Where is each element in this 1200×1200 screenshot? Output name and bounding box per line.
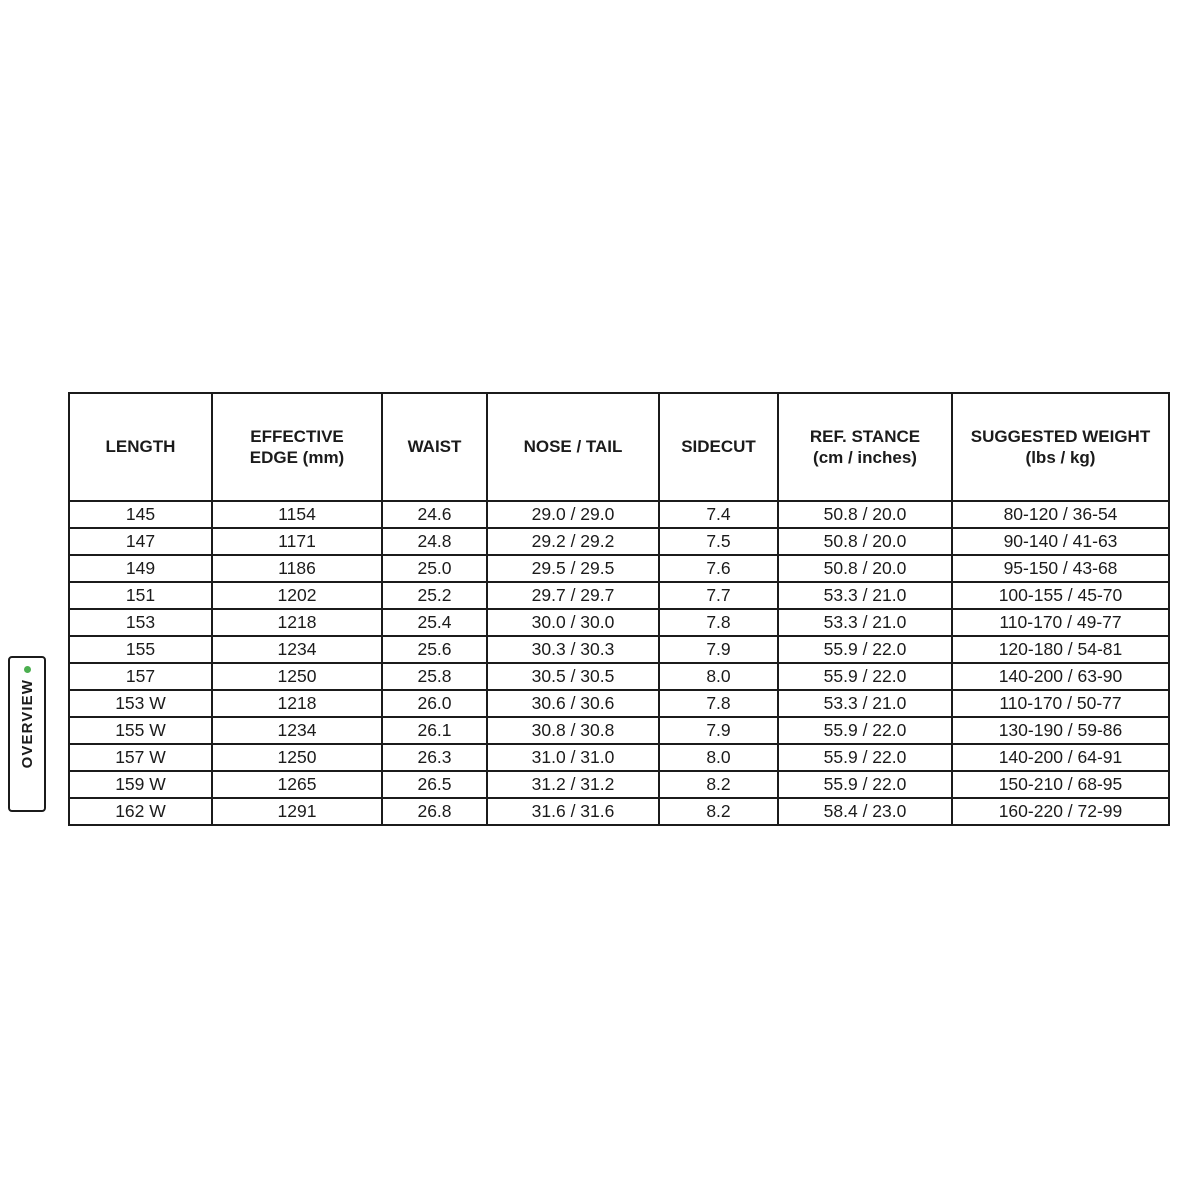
cell-sidecut: 8.2 — [659, 798, 778, 825]
cell-nose-tail: 31.0 / 31.0 — [487, 744, 659, 771]
cell-suggested-weight: 140-200 / 63-90 — [952, 663, 1169, 690]
cell-waist: 24.6 — [382, 501, 487, 528]
cell-ref-stance: 53.3 / 21.0 — [778, 582, 952, 609]
column-header-effective-edge — [212, 393, 382, 501]
column-header-length — [69, 393, 212, 501]
cell-suggested-weight: 130-190 / 59-86 — [952, 717, 1169, 744]
cell-sidecut: 7.8 — [659, 609, 778, 636]
cell-waist: 26.3 — [382, 744, 487, 771]
cell-waist: 25.0 — [382, 555, 487, 582]
table-row — [69, 609, 1169, 636]
spec-table-body — [69, 501, 1169, 825]
cell-nose-tail: 29.0 / 29.0 — [487, 501, 659, 528]
column-header-ref-stance-line2: (cm / inches) — [813, 448, 917, 467]
table-row — [69, 663, 1169, 690]
column-header-waist — [382, 393, 487, 501]
cell-effective-edge: 1265 — [212, 771, 382, 798]
cell-ref-stance: 50.8 / 20.0 — [778, 555, 952, 582]
cell-length: 151 — [69, 582, 212, 609]
cell-ref-stance: 50.8 / 20.0 — [778, 501, 952, 528]
cell-effective-edge: 1234 — [212, 636, 382, 663]
cell-waist: 25.6 — [382, 636, 487, 663]
overview-side-tab[interactable] — [8, 656, 46, 812]
cell-ref-stance: 58.4 / 23.0 — [778, 798, 952, 825]
spec-table-container — [68, 392, 1168, 826]
cell-nose-tail: 29.2 / 29.2 — [487, 528, 659, 555]
cell-sidecut: 8.2 — [659, 771, 778, 798]
cell-length: 147 — [69, 528, 212, 555]
table-row — [69, 501, 1169, 528]
column-header-nose-tail-line1: NOSE / TAIL — [523, 437, 623, 457]
cell-suggested-weight: 120-180 / 54-81 — [952, 636, 1169, 663]
column-header-suggested-weight-line2: (lbs / kg) — [1025, 448, 1096, 467]
cell-effective-edge: 1291 — [212, 798, 382, 825]
column-header-ref-stance-line1: REF. STANCE — [809, 426, 921, 446]
table-row — [69, 771, 1169, 798]
cell-waist: 25.8 — [382, 663, 487, 690]
cell-sidecut: 7.8 — [659, 690, 778, 717]
cell-effective-edge: 1250 — [212, 663, 382, 690]
cell-nose-tail: 30.0 / 30.0 — [487, 609, 659, 636]
cell-ref-stance: 55.9 / 22.0 — [778, 771, 952, 798]
table-row — [69, 555, 1169, 582]
cell-waist: 26.8 — [382, 798, 487, 825]
cell-length: 155 — [69, 636, 212, 663]
table-row — [69, 636, 1169, 663]
cell-nose-tail: 30.6 / 30.6 — [487, 690, 659, 717]
column-header-suggested-weight-line1: SUGGESTED WEIGHT — [970, 426, 1151, 446]
cell-nose-tail: 29.7 / 29.7 — [487, 582, 659, 609]
cell-length: 162 W — [69, 798, 212, 825]
column-header-sidecut-line1: SIDECUT — [681, 437, 756, 457]
column-header-waist-line1: WAIST — [407, 437, 462, 457]
table-row — [69, 582, 1169, 609]
cell-length: 153 — [69, 609, 212, 636]
cell-sidecut: 7.5 — [659, 528, 778, 555]
status-dot-icon — [24, 666, 31, 673]
cell-waist: 24.8 — [382, 528, 487, 555]
cell-ref-stance: 55.9 / 22.0 — [778, 663, 952, 690]
cell-ref-stance: 55.9 / 22.0 — [778, 744, 952, 771]
cell-effective-edge: 1171 — [212, 528, 382, 555]
column-header-effective-edge-line2: EDGE (mm) — [249, 448, 345, 467]
cell-length: 157 — [69, 663, 212, 690]
table-row — [69, 798, 1169, 825]
cell-length: 145 — [69, 501, 212, 528]
cell-nose-tail: 30.8 / 30.8 — [487, 717, 659, 744]
cell-effective-edge: 1218 — [212, 609, 382, 636]
cell-sidecut: 7.6 — [659, 555, 778, 582]
cell-nose-tail: 31.2 / 31.2 — [487, 771, 659, 798]
cell-waist: 26.1 — [382, 717, 487, 744]
cell-ref-stance: 55.9 / 22.0 — [778, 636, 952, 663]
cell-length: 159 W — [69, 771, 212, 798]
cell-waist: 25.4 — [382, 609, 487, 636]
cell-waist: 25.2 — [382, 582, 487, 609]
table-row — [69, 717, 1169, 744]
cell-ref-stance: 53.3 / 21.0 — [778, 690, 952, 717]
cell-waist: 26.0 — [382, 690, 487, 717]
cell-suggested-weight: 150-210 / 68-95 — [952, 771, 1169, 798]
cell-sidecut: 7.9 — [659, 717, 778, 744]
cell-sidecut: 7.4 — [659, 501, 778, 528]
column-header-ref-stance — [778, 393, 952, 501]
cell-effective-edge: 1186 — [212, 555, 382, 582]
cell-suggested-weight: 110-170 / 49-77 — [952, 609, 1169, 636]
cell-ref-stance: 55.9 / 22.0 — [778, 717, 952, 744]
spec-table — [68, 392, 1170, 826]
cell-effective-edge: 1218 — [212, 690, 382, 717]
cell-suggested-weight: 140-200 / 64-91 — [952, 744, 1169, 771]
cell-sidecut: 8.0 — [659, 663, 778, 690]
cell-nose-tail: 30.3 / 30.3 — [487, 636, 659, 663]
cell-nose-tail: 29.5 / 29.5 — [487, 555, 659, 582]
cell-suggested-weight: 80-120 / 36-54 — [952, 501, 1169, 528]
column-header-length-line1: LENGTH — [105, 437, 176, 457]
cell-suggested-weight: 90-140 / 41-63 — [952, 528, 1169, 555]
cell-sidecut: 8.0 — [659, 744, 778, 771]
table-row — [69, 690, 1169, 717]
cell-effective-edge: 1250 — [212, 744, 382, 771]
cell-waist: 26.5 — [382, 771, 487, 798]
column-header-effective-edge-line1: EFFECTIVE — [250, 426, 344, 446]
cell-ref-stance: 53.3 / 21.0 — [778, 609, 952, 636]
cell-suggested-weight: 95-150 / 43-68 — [952, 555, 1169, 582]
column-header-nose-tail — [487, 393, 659, 501]
cell-length: 157 W — [69, 744, 212, 771]
cell-sidecut: 7.9 — [659, 636, 778, 663]
cell-effective-edge: 1202 — [212, 582, 382, 609]
table-row — [69, 528, 1169, 555]
cell-sidecut: 7.7 — [659, 582, 778, 609]
cell-effective-edge: 1154 — [212, 501, 382, 528]
cell-nose-tail: 30.5 / 30.5 — [487, 663, 659, 690]
cell-ref-stance: 50.8 / 20.0 — [778, 528, 952, 555]
overview-tab-label: OVERVIEW — [18, 679, 36, 769]
cell-suggested-weight: 160-220 / 72-99 — [952, 798, 1169, 825]
cell-suggested-weight: 100-155 / 45-70 — [952, 582, 1169, 609]
cell-length: 149 — [69, 555, 212, 582]
cell-length: 153 W — [69, 690, 212, 717]
table-header-row — [69, 393, 1169, 501]
cell-effective-edge: 1234 — [212, 717, 382, 744]
cell-length: 155 W — [69, 717, 212, 744]
cell-suggested-weight: 110-170 / 50-77 — [952, 690, 1169, 717]
cell-nose-tail: 31.6 / 31.6 — [487, 798, 659, 825]
column-header-sidecut — [659, 393, 778, 501]
table-row — [69, 744, 1169, 771]
column-header-suggested-weight — [952, 393, 1169, 501]
spec-table-head — [69, 393, 1169, 501]
